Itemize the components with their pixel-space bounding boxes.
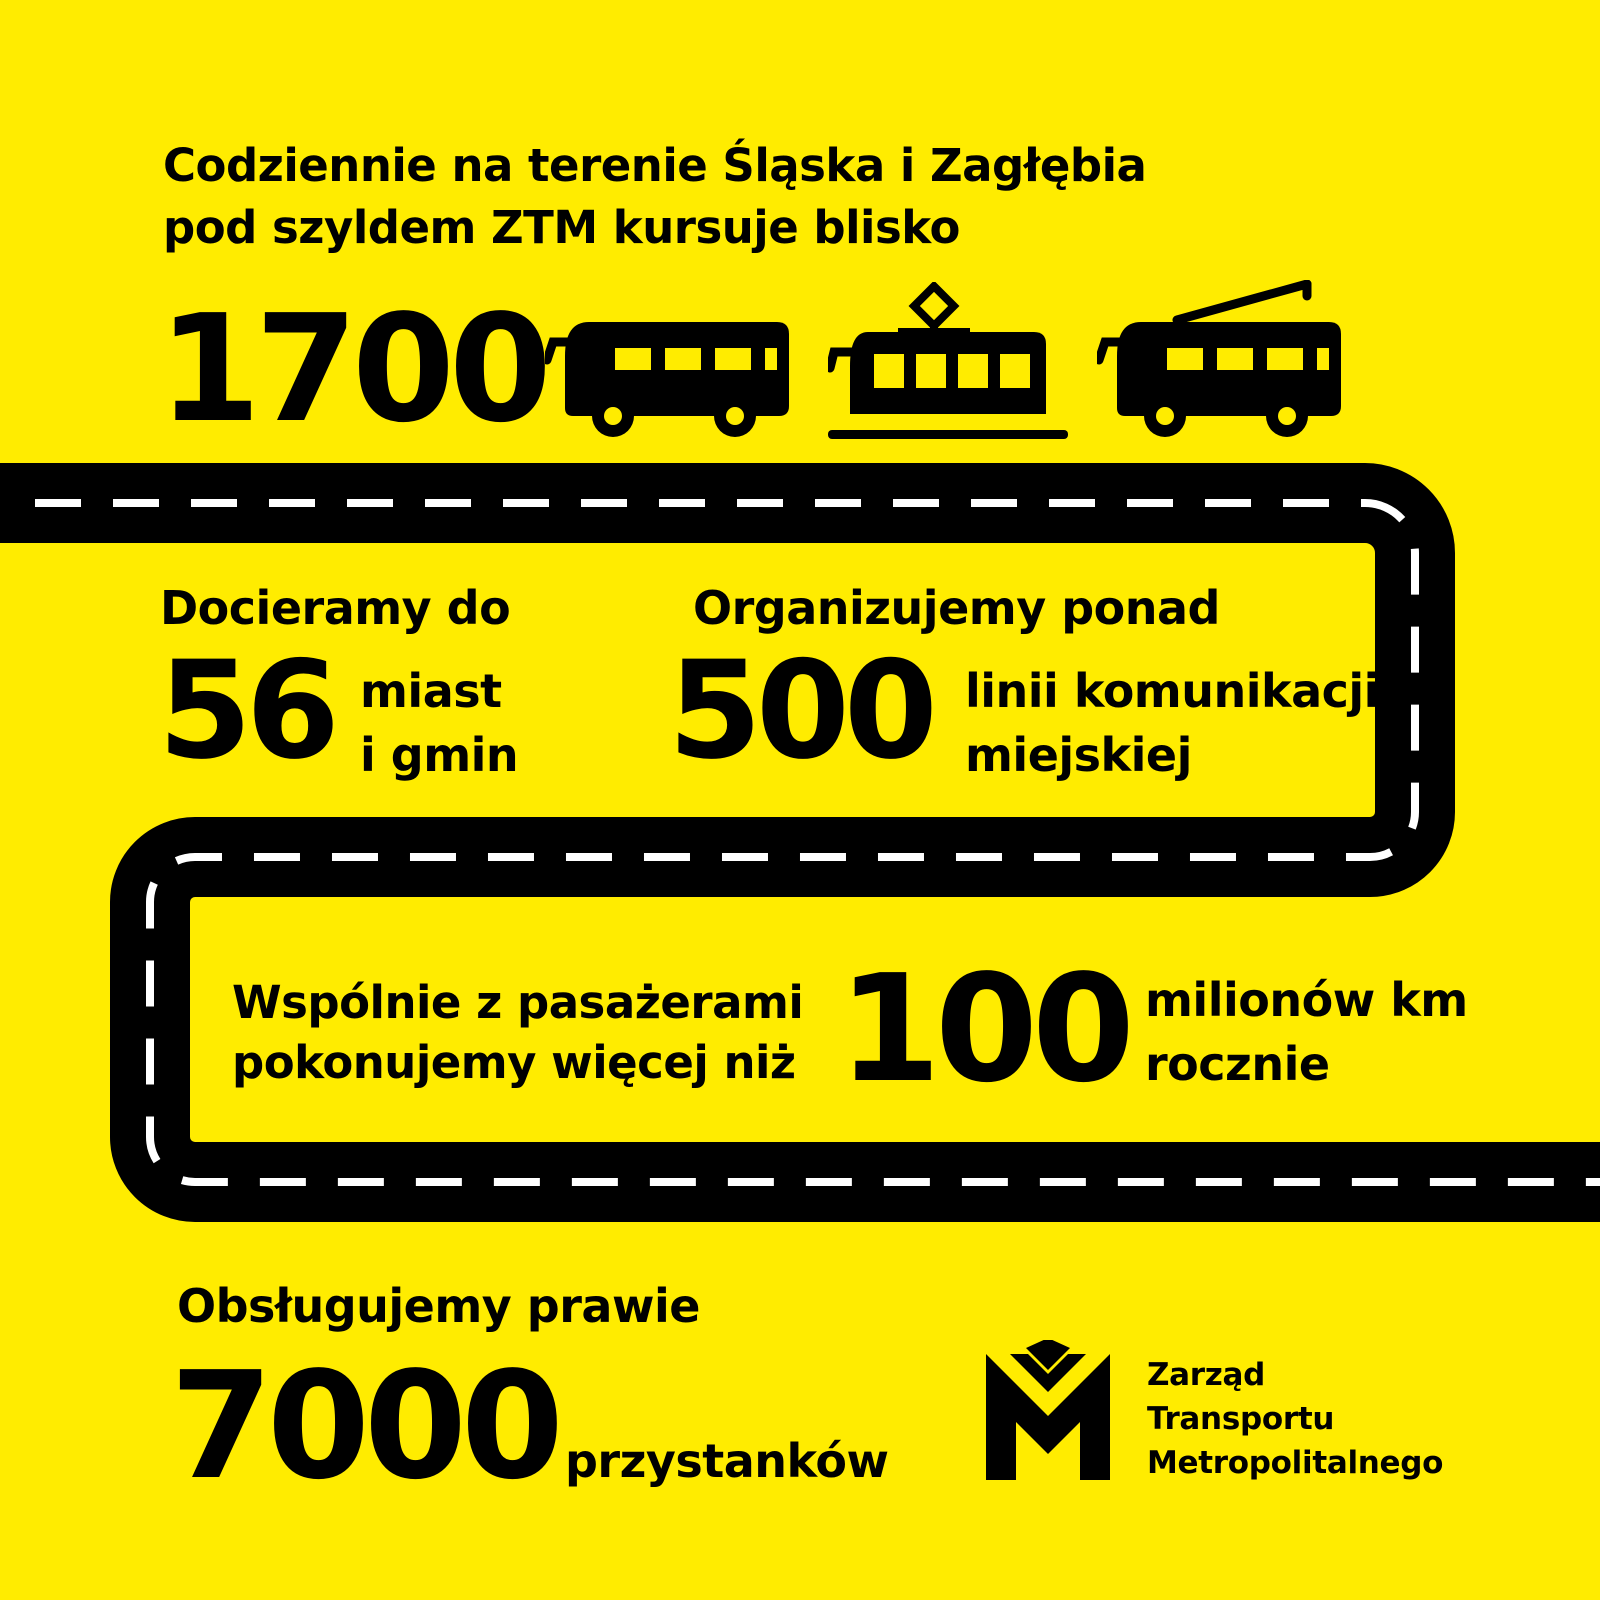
lines-unit-line-2: miejskiej [965, 728, 1192, 782]
stops-label: Obsługujemy prawie [177, 1279, 700, 1333]
stops-number: 7000 [170, 1340, 558, 1512]
intro-line-2: pod szyldem ZTM kursuje blisko [163, 201, 960, 254]
bus-icon [545, 320, 790, 442]
cities-number: 56 [158, 632, 334, 789]
intro-line-1: Codziennie na terenie Śląska i Zagłębia [163, 139, 1147, 192]
distance-label-line-1: Wspólnie z pasażerami [232, 976, 804, 1029]
distance-number: 100 [838, 943, 1129, 1115]
cities-unit-line-1: miast [360, 664, 502, 718]
distance-unit-line-2: rocznie [1145, 1037, 1330, 1091]
lines-label: Organizujemy ponad [693, 581, 1220, 635]
lines-number: 500 [668, 632, 932, 789]
stops-unit: przystanków [565, 1434, 889, 1488]
distance-unit-line-1: milionów km [1145, 973, 1468, 1027]
cities-unit-line-2: i gmin [360, 728, 519, 782]
ztm-logo-icon [986, 1340, 1110, 1480]
lines-unit-line-1: linii komunikacji [965, 664, 1379, 718]
tram-icon [828, 282, 1068, 442]
logo-line-1: Zarząd [1147, 1357, 1266, 1393]
trolleybus-icon [1097, 280, 1342, 442]
distance-label-line-2: pokonujemy więcej niż [232, 1036, 796, 1089]
cities-label: Docieramy do [160, 581, 511, 635]
logo-line-2: Transportu [1147, 1401, 1335, 1437]
logo-line-3: Metropolitalnego [1147, 1445, 1444, 1481]
vehicle-count: 1700 [158, 283, 546, 455]
